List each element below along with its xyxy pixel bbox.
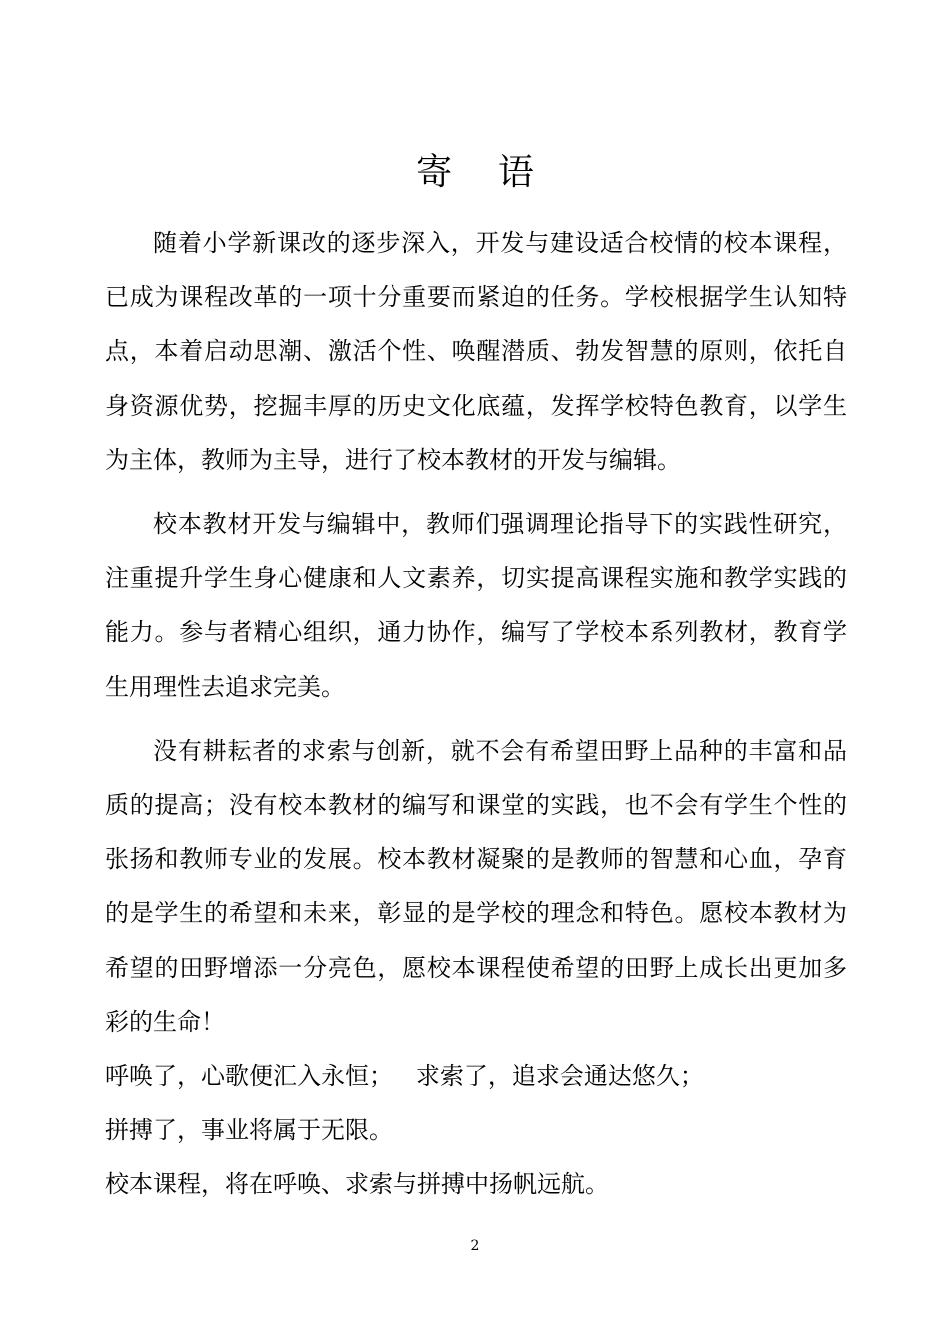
paragraph-3: 没有耕耘者的求索与创新，就不会有希望田野上品种的丰富和品质的提高；没有校本教材的编写和课堂的实践，也不会有学生个性的张扬和教师专业的发展。校本教材凝聚的是教师的智慧和心血，孕育的是学生的希望和未来，彰显的是学校的理念和特色。愿校本教材为希望的田野增添一分亮色，愿校本课程使希望的田野上成长出更加多彩的生命！ bbox=[105, 736, 847, 1036]
body-text bbox=[105, 216, 847, 1212]
paragraph-2: 校本教材开发与编辑中，教师们强调理论指导下的实践性研究，注重提升学生身心健康和人文素养，切实提高课程实施和教学实践的能力。参与者精心组织，通力协作，编写了学校本系列教材，教育学生用理性去追求完美。 bbox=[105, 510, 847, 701]
page-title: 寄 语 bbox=[416, 152, 534, 193]
verse-line-1: 呼唤了，心歌便汇入永恒； 求索了，追求会通达悠久； bbox=[105, 1062, 704, 1091]
verse-line-2: 拼搏了，事业将属于无限。 bbox=[105, 1116, 393, 1145]
paragraph-1: 随着小学新课改的逐步深入，开发与建设适合校情的校本课程，已成为课程改革的一项十分重要而紧迫的任务。学校根据学生认知特点，本着启动思潮、激活个性、唤醒潜质、勃发智慧的原则，依托自身资源优势，挖掘丰厚的历史文化底蕴，发挥学校特色教育，以学生为主体，教师为主导，进行了校本教材的开发与编辑。 bbox=[105, 229, 847, 474]
page-number: 2 bbox=[470, 1238, 480, 1254]
verse-line-3: 校本课程，将在呼唤、求索与拼搏中扬帆远航。 bbox=[105, 1170, 609, 1199]
